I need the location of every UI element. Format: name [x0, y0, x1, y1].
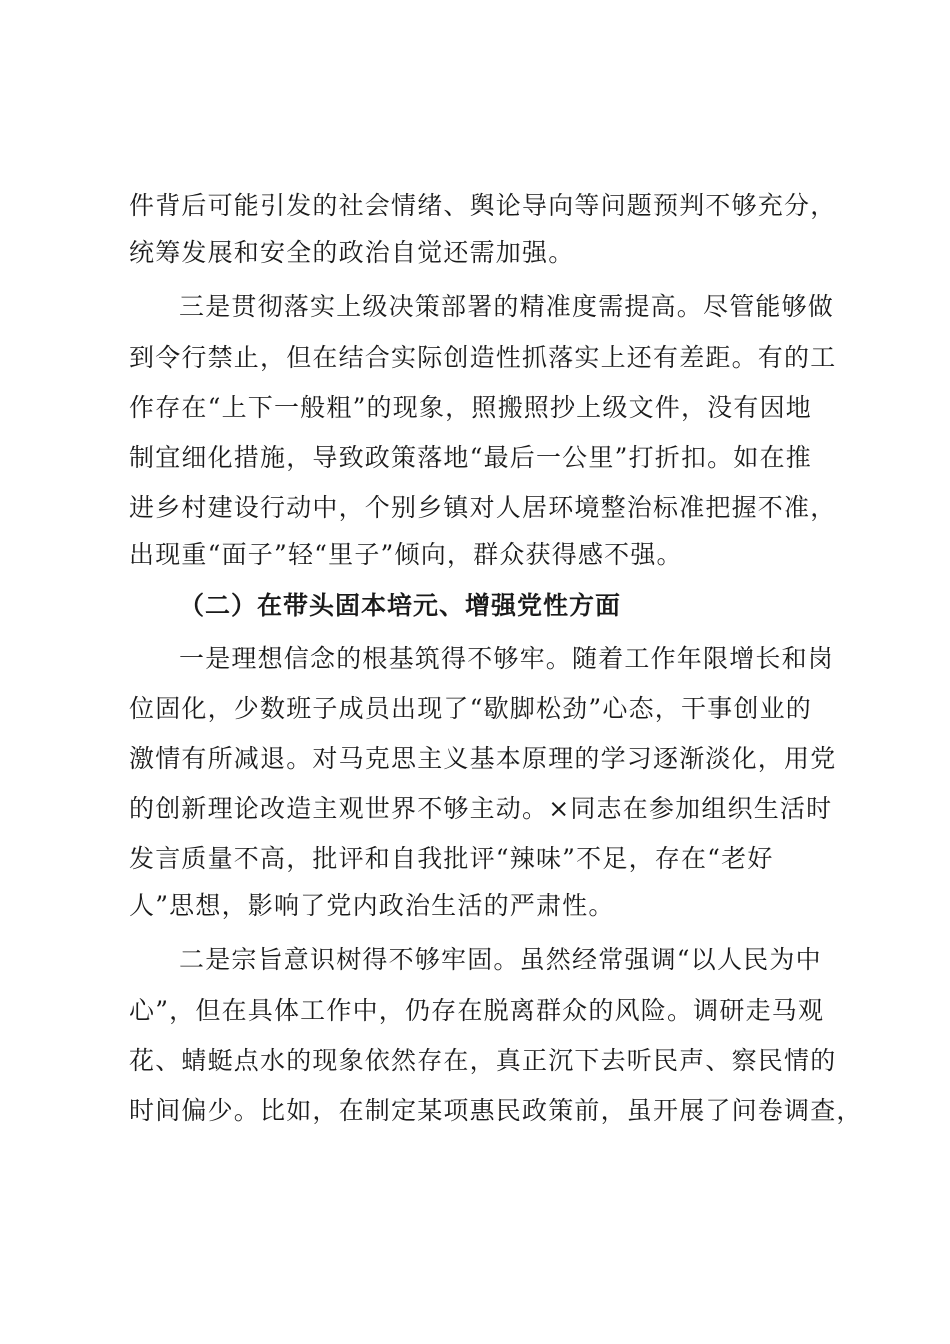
- paragraph-line: 激情有所减退。对马克思主义基本原理的学习逐渐淡化，用党: [129, 744, 837, 773]
- paragraph-line: 二是宗旨意识树得不够牢固。虽然经常强调“以人民为中: [179, 945, 822, 974]
- paragraph-line: 一是理想信念的根基筑得不够牢。随着工作年限增长和岗: [179, 644, 835, 673]
- paragraph-line: 发言质量不高，批评和自我批评“辣味”不足，存在“老好: [129, 844, 774, 873]
- paragraph-line: 三是贯彻落实上级决策部署的精准度需提高。尽管能够做: [179, 292, 835, 321]
- paragraph-line: 的创新理论改造主观世界不够主动。×同志在参加组织生活时: [129, 794, 833, 823]
- paragraph-line: 制宜细化措施，导致政策落地“最后一公里”打折扣。如在推: [129, 443, 812, 472]
- paragraph-line: 件背后可能引发的社会情绪、舆论导向等问题预判不够充分，: [129, 191, 837, 220]
- paragraph-line: 到令行禁止，但在结合实际创造性抓落实上还有差距。有的工: [129, 343, 837, 372]
- section-heading: （二）在带头固本培元、增强党性方面: [179, 591, 622, 620]
- paragraph-line: 进乡村建设行动中，个别乡镇对人居环境整治标准把握不准，: [129, 493, 837, 522]
- paragraph-line: 作存在“上下一般粗”的现象，照搬照抄上级文件，没有因地: [129, 393, 812, 422]
- paragraph-line: 位固化，少数班子成员出现了“歇脚松劲”心态，干事创业的: [129, 694, 812, 723]
- paragraph-line: 出现重“面子”轻“里子”倾向，群众获得感不强。: [129, 540, 683, 569]
- paragraph-line: 时间偏少。比如，在制定某项惠民政策前，虽开展了问卷调查，: [129, 1096, 863, 1125]
- paragraph-line: 花、蜻蜓点水的现象依然存在，真正沉下去听民声、察民情的: [129, 1046, 837, 1075]
- paragraph-line: 人”思想，影响了党内政治生活的严肃性。: [129, 891, 615, 920]
- paragraph-line: 统筹发展和安全的政治自觉还需加强。: [129, 238, 575, 267]
- paragraph-line: 心”，但在具体工作中，仍存在脱离群众的风险。调研走马观: [129, 996, 825, 1025]
